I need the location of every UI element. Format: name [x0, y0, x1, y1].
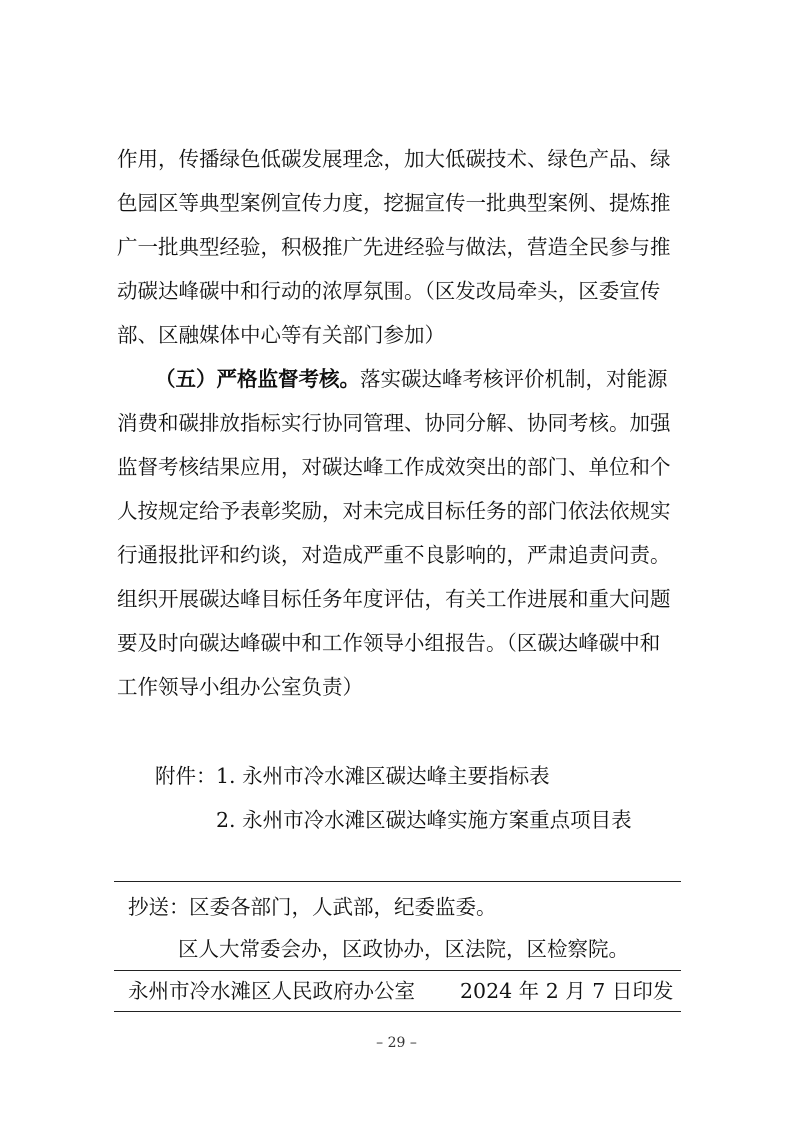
paragraph-line: 工作领导小组办公室负责）: [117, 675, 363, 699]
paragraph-line: 行通报批评和约谈，对造成严重不良影响的，严肃追责问责。: [117, 543, 671, 567]
paragraph-line: 广一批典型经验，积极推广先进经验与做法，营造全民参与推: [117, 235, 671, 259]
paragraph-line: 消费和碳排放指标实行协同管理、协同分解、协同考核。加强: [117, 411, 671, 435]
distribution-label: 抄送：: [128, 895, 190, 919]
section-five-first-line: [155, 365, 668, 393]
attachments-label: 附件：: [155, 764, 217, 788]
page-number: – 29 –: [376, 1035, 417, 1051]
attachment-item-1: 1. 永州市冷水滩区碳达峰主要指标表: [216, 764, 550, 788]
distribution-line-2: 区人大常委会办，区政协办，区法院，区检察院。: [178, 937, 629, 961]
distribution-line-1: 区委各部门，人武部，纪委监委。: [189, 895, 497, 919]
issuing-office: 永州市冷水滩区人民政府办公室: [128, 979, 415, 1003]
footer-top-rule: [114, 881, 681, 882]
paragraph-line: 动碳达峰碳中和行动的浓厚氛围。（区发改局牵头，区委宣传: [117, 279, 661, 303]
paragraph-line: 要及时向碳达峰碳中和工作领导小组报告。（区碳达峰碳中和: [117, 631, 661, 655]
paragraph-line: 组织开展碳达峰目标任务年度评估，有关工作进展和重大问题: [117, 587, 671, 611]
section-five-heading: （五）严格监督考核。: [155, 367, 360, 391]
attachment-item-2: 2. 永州市冷水滩区碳达峰实施方案重点项目表: [216, 808, 632, 832]
footer-bottom-rule: [114, 1011, 681, 1012]
paragraph-line: 人按规定给予表彰奖励，对未完成目标任务的部门依法依规实: [117, 499, 671, 523]
footer-middle-rule: [114, 970, 681, 971]
paragraph-line: 部、区融媒体中心等有关部门参加）: [117, 323, 445, 347]
issue-date: 2024 年 2 月 7 日印发: [460, 979, 674, 1003]
paragraph-line: 监督考核结果应用，对碳达峰工作成效突出的部门、单位和个: [117, 455, 671, 479]
section-five-first-line-text: 落实碳达峰考核评价机制，对能源: [360, 367, 668, 391]
paragraph-line: 作用，传播绿色低碳发展理念，加大低碳技术、绿色产品、绿: [117, 147, 671, 171]
paragraph-line: 色园区等典型案例宣传力度，挖掘宣传一批典型案例、提炼推: [117, 191, 671, 215]
